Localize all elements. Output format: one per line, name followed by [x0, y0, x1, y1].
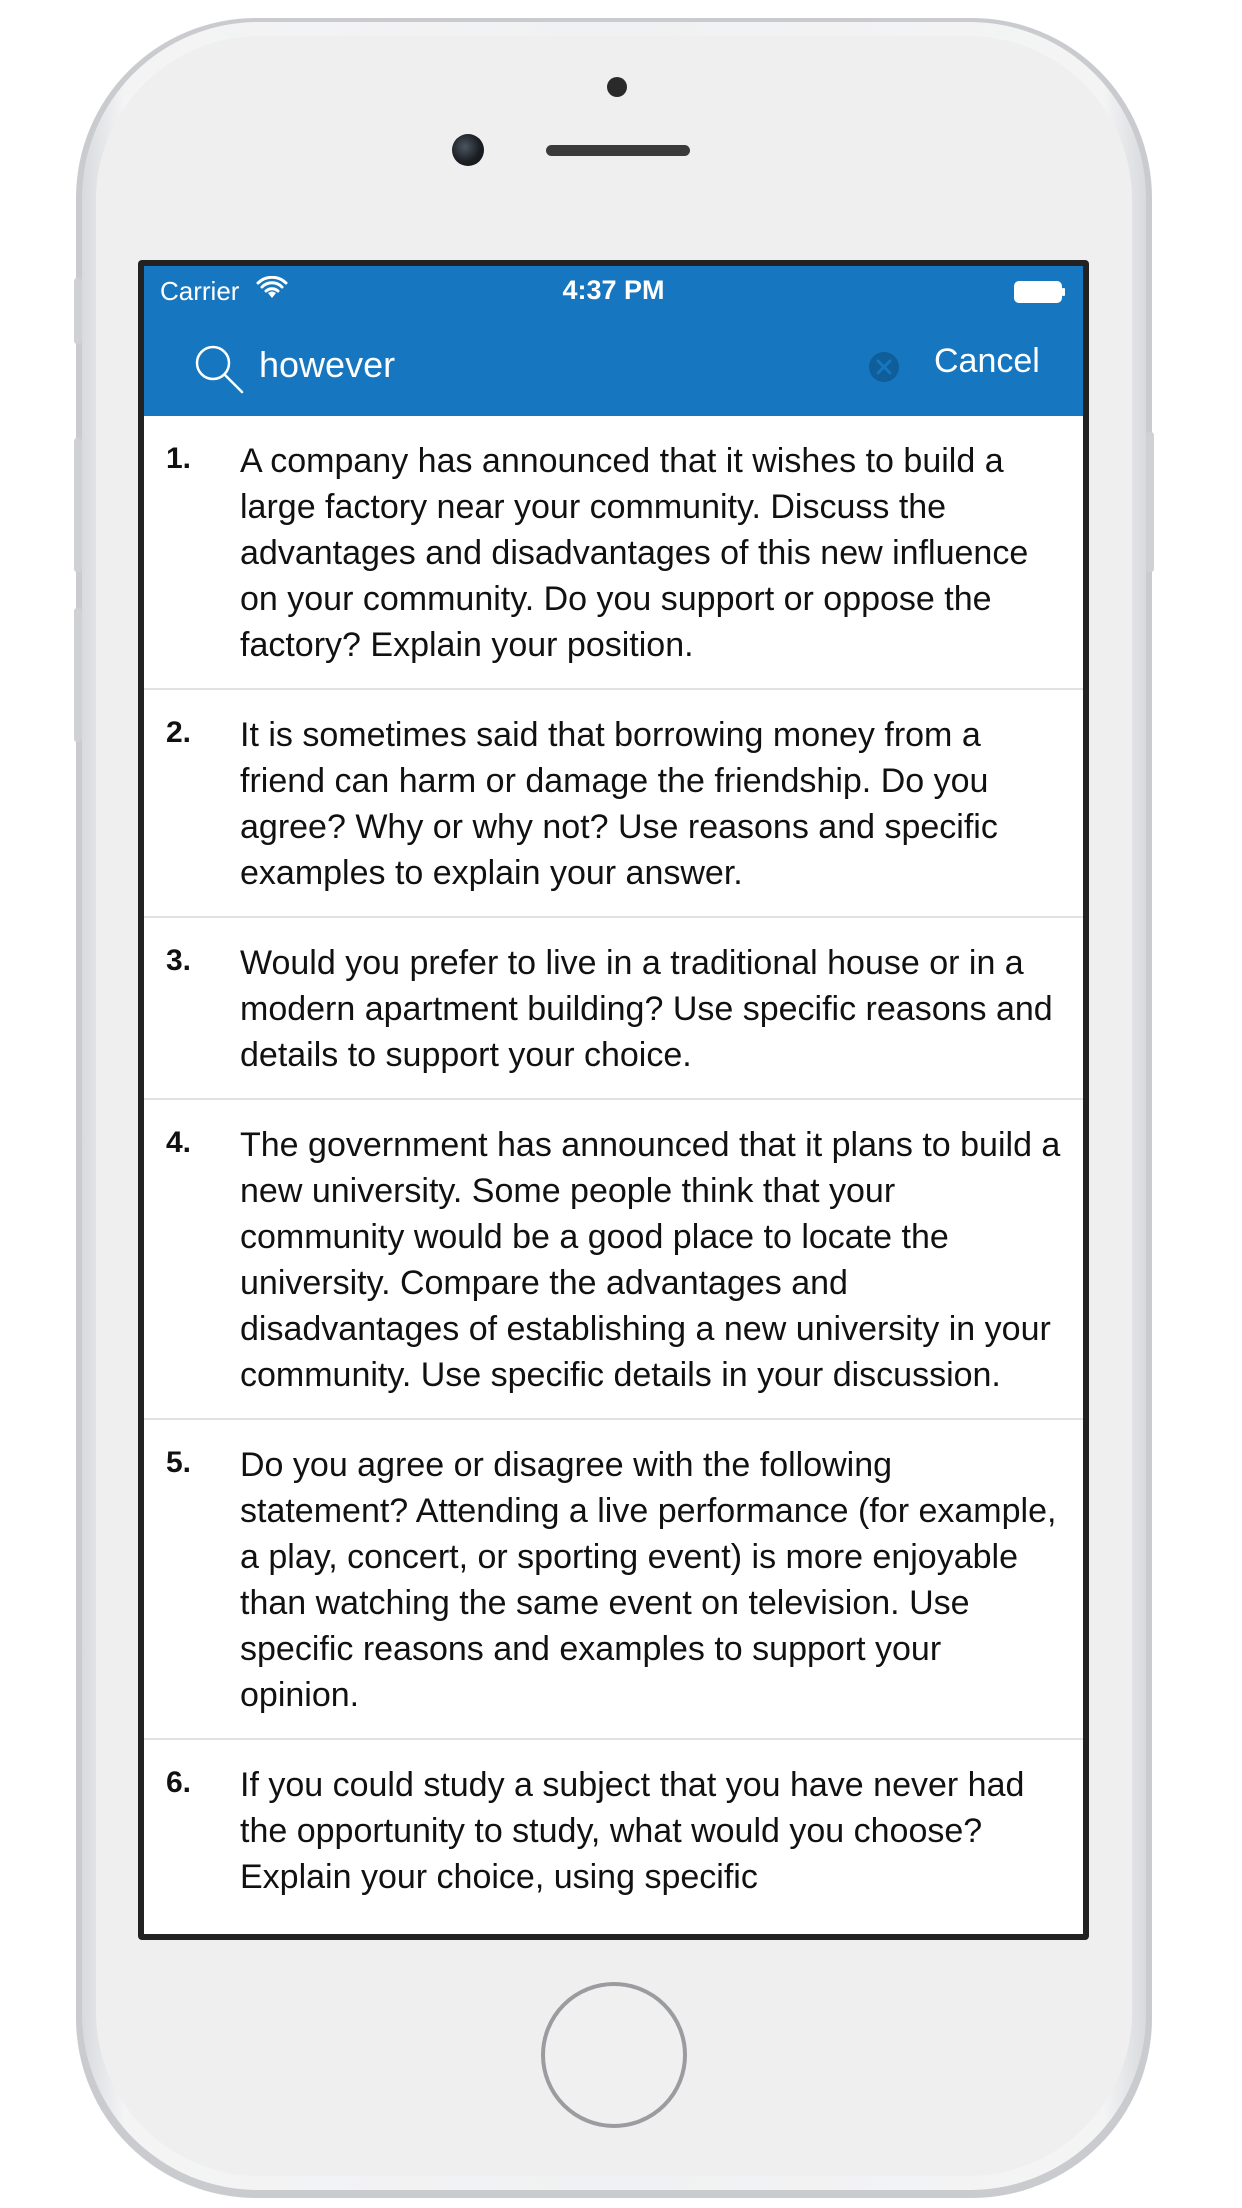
search-bar: [144, 326, 1083, 406]
search-header: [144, 266, 1083, 416]
status-time: 4:37 PM: [562, 275, 665, 305]
volume-down-button: [74, 608, 82, 742]
mute-switch: [74, 278, 82, 344]
item-number: 1.: [166, 442, 192, 475]
item-text: It is sometimes said that borrowing money from a friend can harm or damage the friendship. Do you agree? Why or why not? Use reasons and specific examples to explain your answer.: [240, 716, 998, 892]
list-item[interactable]: [144, 690, 1083, 918]
item-text: Would you prefer to live in a traditional house or in a modern apartment building? Use specific reasons and details to support your choice.: [240, 944, 1053, 1074]
cancel-button[interactable]: Cancel: [934, 342, 1040, 380]
results-list: [144, 416, 1083, 1920]
carrier-label: Carrier: [160, 276, 240, 306]
power-button: [1146, 432, 1154, 572]
list-item[interactable]: [144, 918, 1083, 1100]
home-button[interactable]: [541, 1982, 687, 2128]
item-text: The government has announced that it plans to build a new university. Some people think that your community would be a good place to locate the university. Compare the advantages and disadvantages of establishing a new university in your community. Use specific details in your discussion.: [240, 1126, 1061, 1394]
item-number: 5.: [166, 1446, 192, 1479]
front-camera: [452, 134, 484, 166]
proximity-sensor: [607, 77, 627, 97]
status-bar: [144, 266, 1083, 316]
item-number: 4.: [166, 1126, 192, 1159]
item-number: 2.: [166, 716, 192, 749]
item-number: 6.: [166, 1766, 192, 1799]
list-item[interactable]: [144, 1100, 1083, 1420]
list-item[interactable]: [144, 416, 1083, 690]
clear-search-icon[interactable]: [868, 351, 900, 383]
search-input[interactable]: [259, 340, 819, 390]
earpiece-speaker: [546, 145, 690, 156]
item-number: 3.: [166, 944, 192, 977]
list-item[interactable]: [144, 1420, 1083, 1740]
volume-up-button: [74, 438, 82, 572]
item-text: A company has announced that it wishes to build a large factory near your community. Discuss the advantages and disadvantages of this new influence on your community. Do you support or oppose the factory? Explain your position.: [240, 442, 1029, 664]
app-screen: [144, 266, 1083, 1934]
battery-icon: [1014, 281, 1066, 303]
item-text: Do you agree or disagree with the following statement? Attending a live performance (for example, a play, concert, or sporting event) is more enjoyable than watching the same event on television. Use specific reasons and examples to support your opinion.: [240, 1446, 1057, 1714]
item-text: If you could study a subject that you have never had the opportunity to study, what would you choose? Explain your choice, using specific: [240, 1766, 1025, 1896]
list-item[interactable]: [144, 1740, 1083, 1920]
search-icon: [192, 342, 246, 396]
